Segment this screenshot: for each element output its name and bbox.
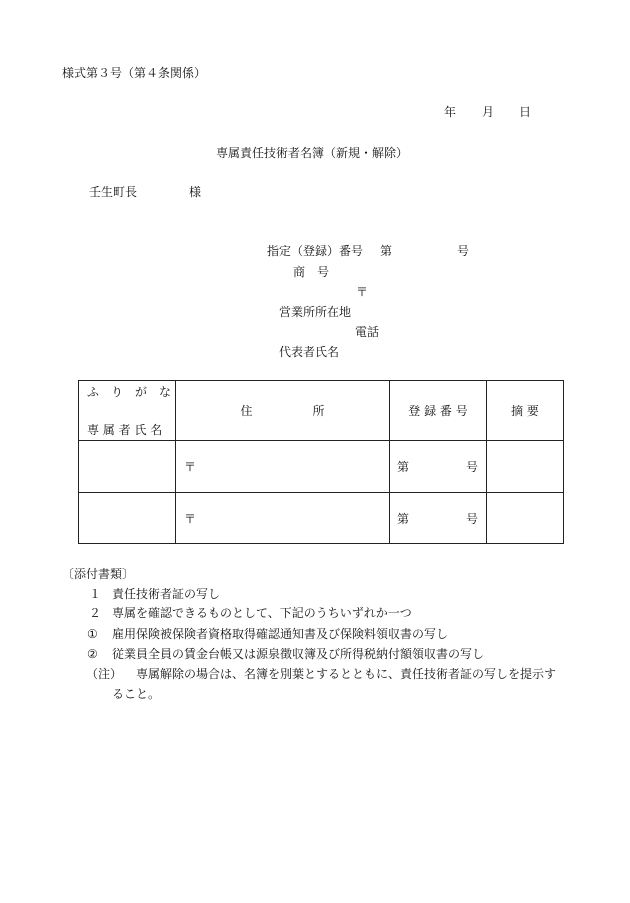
note-mark: （注）	[86, 667, 123, 681]
addressee-name: 壬生町長	[89, 185, 138, 199]
postal-mark: 〒	[184, 460, 197, 474]
remarks-cell[interactable]	[487, 493, 564, 544]
office-location-label: 営業所所在地	[279, 305, 352, 319]
reg-no-cell[interactable]	[390, 493, 487, 544]
attachment-mark: ①	[87, 627, 98, 641]
note-text-continued: ること。	[112, 687, 161, 701]
page-title: 専属責任技術者名簿（新規・解除）	[216, 146, 409, 160]
reg-suffix: 号	[465, 460, 478, 474]
reg-prefix: 第	[397, 460, 410, 474]
table-row	[79, 493, 564, 544]
postal-mark: 〒	[356, 285, 369, 299]
attachment-text: 責任技術者証の写し	[112, 587, 221, 601]
header-reg-no: 登 録 番 号	[390, 381, 487, 441]
postal-mark: 〒	[184, 511, 197, 526]
table-header-row	[79, 381, 564, 441]
attachments-heading: 〔添付書類〕	[62, 567, 135, 581]
reg-no-cell[interactable]	[390, 441, 487, 493]
date-month: 月	[482, 105, 495, 119]
table-row	[79, 441, 564, 493]
reg-suffix: 号	[465, 511, 478, 526]
attachment-mark: ２	[89, 606, 102, 620]
date-year: 年	[444, 105, 457, 119]
trade-name-label: 商 号	[293, 265, 330, 279]
phone-label: 電話	[355, 325, 380, 339]
header-furigana: ふ り が な	[87, 385, 172, 399]
technician-table	[78, 380, 564, 544]
registration-label: 指定（登録）番号	[267, 244, 364, 258]
reg-prefix: 第	[397, 511, 410, 526]
representative-label: 代表者氏名	[279, 345, 340, 359]
header-name: 専 属 者 氏 名	[87, 423, 163, 437]
name-cell[interactable]	[79, 493, 176, 544]
attachment-mark: ②	[87, 647, 98, 661]
address-cell[interactable]	[176, 493, 390, 544]
attachment-text: 従業員全員の賃金台帳又は源泉徴収簿及び所得税納付額領収書の写し	[112, 647, 485, 661]
form-number: 様式第３号（第４条関係）	[62, 66, 207, 80]
registration-suffix: 号	[457, 244, 470, 258]
name-cell[interactable]	[79, 441, 176, 493]
note-text: 専属解除の場合は、名簿を別葉とするとともに、責任技術者証の写しを提示す	[136, 667, 557, 681]
remarks-cell[interactable]	[487, 441, 564, 493]
addressee-honorific: 様	[189, 185, 202, 199]
date-day: 日	[519, 105, 532, 119]
address-cell[interactable]	[176, 441, 390, 493]
header-address: 住 所	[176, 381, 390, 441]
attachment-mark: １	[89, 587, 102, 601]
header-remarks: 摘 要	[487, 381, 564, 441]
registration-prefix: 第	[380, 244, 393, 258]
attachment-text: 専属を確認できるものとして、下記のうちいずれか一つ	[112, 606, 412, 620]
attachment-text: 雇用保険被保険者資格取得確認通知書及び保険料領収書の写し	[112, 627, 449, 641]
